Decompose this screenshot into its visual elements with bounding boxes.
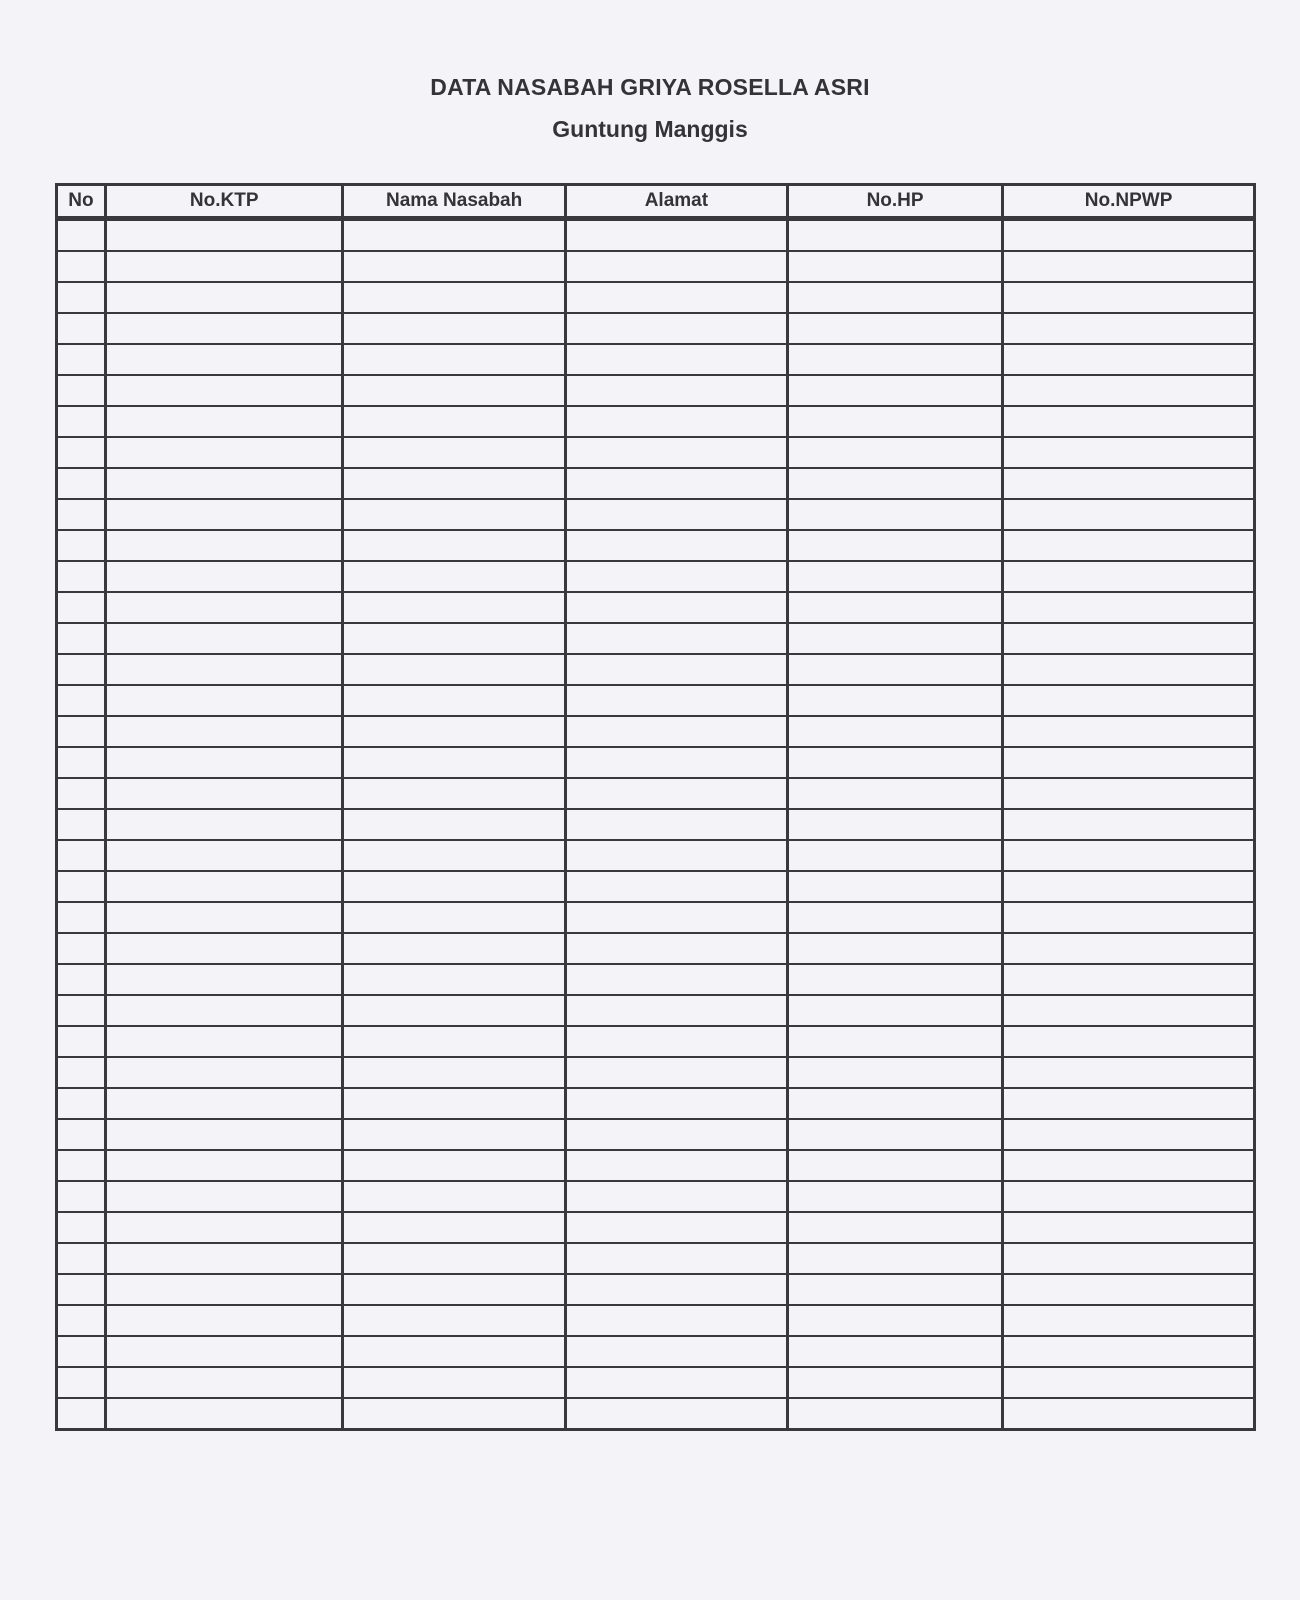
cell-nama-nasabah <box>343 1088 565 1119</box>
cell-alamat <box>565 1336 787 1367</box>
cell-no-hp <box>788 530 1003 561</box>
cell-alamat <box>565 995 787 1026</box>
cell-no-npwp <box>1003 902 1255 933</box>
cell-no-ktp <box>105 592 343 623</box>
cell-alamat <box>565 1119 787 1150</box>
cell-no-hp <box>788 1057 1003 1088</box>
cell-alamat <box>565 1398 787 1430</box>
cell-no-hp <box>788 1305 1003 1336</box>
cell-no <box>57 313 106 344</box>
cell-alamat <box>565 1305 787 1336</box>
cell-alamat <box>565 1367 787 1398</box>
cell-no-npwp <box>1003 1243 1255 1274</box>
cell-no-ktp <box>105 871 343 902</box>
cell-no <box>57 654 106 685</box>
cell-no-npwp <box>1003 1088 1255 1119</box>
cell-alamat <box>565 685 787 716</box>
cell-no-ktp <box>105 561 343 592</box>
table-row <box>57 530 1255 561</box>
cell-no <box>57 871 106 902</box>
table-row <box>57 344 1255 375</box>
cell-no <box>57 1088 106 1119</box>
cell-nama-nasabah <box>343 1367 565 1398</box>
cell-no-npwp <box>1003 995 1255 1026</box>
cell-no-npwp <box>1003 251 1255 282</box>
cell-no-ktp <box>105 1181 343 1212</box>
cell-alamat <box>565 1274 787 1305</box>
cell-no-npwp <box>1003 933 1255 964</box>
cell-alamat <box>565 1181 787 1212</box>
cell-alamat <box>565 251 787 282</box>
cell-alamat <box>565 313 787 344</box>
cell-no-npwp <box>1003 1057 1255 1088</box>
cell-no <box>57 1274 106 1305</box>
cell-no-hp <box>788 592 1003 623</box>
cell-no <box>57 685 106 716</box>
cell-no-npwp <box>1003 964 1255 995</box>
cell-alamat <box>565 716 787 747</box>
cell-nama-nasabah <box>343 1119 565 1150</box>
cell-nama-nasabah <box>343 1274 565 1305</box>
cell-no-hp <box>788 344 1003 375</box>
cell-nama-nasabah <box>343 1181 565 1212</box>
cell-no-npwp <box>1003 685 1255 716</box>
cell-alamat <box>565 654 787 685</box>
table-row <box>57 437 1255 468</box>
cell-no-hp <box>788 1212 1003 1243</box>
cell-no-npwp <box>1003 716 1255 747</box>
table-row <box>57 1088 1255 1119</box>
cell-no-ktp <box>105 406 343 437</box>
cell-no-npwp <box>1003 282 1255 313</box>
cell-no-hp <box>788 871 1003 902</box>
cell-no-ktp <box>105 654 343 685</box>
cell-no-ktp <box>105 499 343 530</box>
cell-nama-nasabah <box>343 530 565 561</box>
cell-no <box>57 437 106 468</box>
cell-no <box>57 778 106 809</box>
cell-nama-nasabah <box>343 685 565 716</box>
cell-no <box>57 809 106 840</box>
cell-no-hp <box>788 1336 1003 1367</box>
cell-no-npwp <box>1003 406 1255 437</box>
cell-no-hp <box>788 1119 1003 1150</box>
cell-no-npwp <box>1003 561 1255 592</box>
header-no: No <box>57 185 106 219</box>
table-row <box>57 1026 1255 1057</box>
cell-nama-nasabah <box>343 964 565 995</box>
cell-no-hp <box>788 561 1003 592</box>
table-row <box>57 251 1255 282</box>
cell-no-npwp <box>1003 592 1255 623</box>
cell-alamat <box>565 747 787 778</box>
table-row <box>57 1336 1255 1367</box>
table-row <box>57 406 1255 437</box>
cell-alamat <box>565 468 787 499</box>
cell-no-hp <box>788 1088 1003 1119</box>
cell-no-ktp <box>105 1026 343 1057</box>
cell-no <box>57 406 106 437</box>
cell-no-npwp <box>1003 1150 1255 1181</box>
table-row <box>57 499 1255 530</box>
cell-no-ktp <box>105 1088 343 1119</box>
cell-no <box>57 995 106 1026</box>
table-row <box>57 809 1255 840</box>
cell-no <box>57 1212 106 1243</box>
cell-no-ktp <box>105 1150 343 1181</box>
cell-no-ktp <box>105 747 343 778</box>
table-row <box>57 1398 1255 1430</box>
table-row <box>57 902 1255 933</box>
cell-no-hp <box>788 282 1003 313</box>
table-row <box>57 1181 1255 1212</box>
cell-alamat <box>565 1150 787 1181</box>
cell-no-npwp <box>1003 654 1255 685</box>
header-alamat: Alamat <box>565 185 787 219</box>
table-body <box>57 219 1255 1430</box>
cell-no-npwp <box>1003 778 1255 809</box>
header-no-ktp: No.KTP <box>105 185 343 219</box>
cell-no-hp <box>788 747 1003 778</box>
table-row <box>57 778 1255 809</box>
cell-no-ktp <box>105 375 343 406</box>
cell-no-hp <box>788 1274 1003 1305</box>
cell-no-npwp <box>1003 219 1255 252</box>
table-row <box>57 933 1255 964</box>
cell-no <box>57 1181 106 1212</box>
cell-no-ktp <box>105 964 343 995</box>
cell-no <box>57 1305 106 1336</box>
cell-no-hp <box>788 251 1003 282</box>
cell-alamat <box>565 437 787 468</box>
cell-nama-nasabah <box>343 251 565 282</box>
cell-nama-nasabah <box>343 902 565 933</box>
cell-no-ktp <box>105 530 343 561</box>
table-row <box>57 592 1255 623</box>
cell-no-hp <box>788 1243 1003 1274</box>
table-row <box>57 995 1255 1026</box>
cell-no <box>57 964 106 995</box>
cell-nama-nasabah <box>343 716 565 747</box>
cell-no-ktp <box>105 1243 343 1274</box>
cell-no <box>57 840 106 871</box>
cell-alamat <box>565 623 787 654</box>
cell-no <box>57 716 106 747</box>
cell-no <box>57 468 106 499</box>
cell-nama-nasabah <box>343 623 565 654</box>
header-no-npwp: No.NPWP <box>1003 185 1255 219</box>
cell-no-hp <box>788 1181 1003 1212</box>
table-row <box>57 1057 1255 1088</box>
cell-nama-nasabah <box>343 1150 565 1181</box>
cell-no <box>57 1398 106 1430</box>
document-title: DATA NASABAH GRIYA ROSELLA ASRI <box>430 74 870 100</box>
cell-no-ktp <box>105 716 343 747</box>
cell-nama-nasabah <box>343 1305 565 1336</box>
cell-no-hp <box>788 1398 1003 1430</box>
table-row <box>57 282 1255 313</box>
cell-no-ktp <box>105 1274 343 1305</box>
cell-no-ktp <box>105 344 343 375</box>
cell-no-npwp <box>1003 499 1255 530</box>
cell-no <box>57 1150 106 1181</box>
cell-alamat <box>565 561 787 592</box>
cell-nama-nasabah <box>343 871 565 902</box>
table-row <box>57 747 1255 778</box>
cell-no <box>57 1057 106 1088</box>
cell-nama-nasabah <box>343 219 565 252</box>
cell-no-ktp <box>105 251 343 282</box>
cell-no-hp <box>788 654 1003 685</box>
cell-no-ktp <box>105 1305 343 1336</box>
table-row <box>57 375 1255 406</box>
cell-nama-nasabah <box>343 747 565 778</box>
cell-no-npwp <box>1003 1305 1255 1336</box>
cell-no-ktp <box>105 685 343 716</box>
cell-no-npwp <box>1003 344 1255 375</box>
cell-no-ktp <box>105 1367 343 1398</box>
cell-no-hp <box>788 623 1003 654</box>
cell-no <box>57 902 106 933</box>
cell-nama-nasabah <box>343 809 565 840</box>
table-row <box>57 964 1255 995</box>
cell-no-hp <box>788 840 1003 871</box>
cell-no-npwp <box>1003 623 1255 654</box>
cell-no-ktp <box>105 778 343 809</box>
cell-no-hp <box>788 468 1003 499</box>
cell-alamat <box>565 840 787 871</box>
cell-no-hp <box>788 809 1003 840</box>
cell-no <box>57 219 106 252</box>
cell-no-ktp <box>105 437 343 468</box>
cell-alamat <box>565 778 787 809</box>
cell-no-hp <box>788 995 1003 1026</box>
cell-nama-nasabah <box>343 995 565 1026</box>
cell-no-npwp <box>1003 1367 1255 1398</box>
cell-no-npwp <box>1003 437 1255 468</box>
cell-no <box>57 747 106 778</box>
cell-no-npwp <box>1003 809 1255 840</box>
cell-no <box>57 499 106 530</box>
cell-no <box>57 933 106 964</box>
table-row <box>57 716 1255 747</box>
cell-no-ktp <box>105 840 343 871</box>
cell-no-ktp <box>105 219 343 252</box>
cell-alamat <box>565 1057 787 1088</box>
cell-alamat <box>565 219 787 252</box>
cell-no-ktp <box>105 313 343 344</box>
cell-nama-nasabah <box>343 437 565 468</box>
cell-no-hp <box>788 375 1003 406</box>
cell-nama-nasabah <box>343 344 565 375</box>
cell-no-npwp <box>1003 840 1255 871</box>
cell-alamat <box>565 375 787 406</box>
table-row <box>57 1119 1255 1150</box>
cell-no <box>57 1243 106 1274</box>
cell-no <box>57 530 106 561</box>
cell-no <box>57 375 106 406</box>
cell-no <box>57 282 106 313</box>
cell-nama-nasabah <box>343 561 565 592</box>
cell-alamat <box>565 933 787 964</box>
cell-no-npwp <box>1003 1212 1255 1243</box>
cell-no-hp <box>788 1150 1003 1181</box>
cell-no-npwp <box>1003 1398 1255 1430</box>
table-row <box>57 1150 1255 1181</box>
cell-alamat <box>565 530 787 561</box>
table-row <box>57 1274 1255 1305</box>
cell-alamat <box>565 902 787 933</box>
cell-no-ktp <box>105 623 343 654</box>
cell-nama-nasabah <box>343 933 565 964</box>
cell-no-npwp <box>1003 1181 1255 1212</box>
cell-nama-nasabah <box>343 1336 565 1367</box>
cell-alamat <box>565 1088 787 1119</box>
cell-nama-nasabah <box>343 654 565 685</box>
document-subtitle: Guntung Manggis <box>552 116 748 142</box>
cell-nama-nasabah <box>343 778 565 809</box>
table-row <box>57 468 1255 499</box>
cell-nama-nasabah <box>343 375 565 406</box>
cell-no-npwp <box>1003 871 1255 902</box>
customer-data-table <box>55 183 1256 1431</box>
cell-no <box>57 1336 106 1367</box>
cell-no-npwp <box>1003 313 1255 344</box>
cell-no-ktp <box>105 1398 343 1430</box>
cell-no-hp <box>788 1367 1003 1398</box>
cell-no-ktp <box>105 809 343 840</box>
cell-no-npwp <box>1003 468 1255 499</box>
cell-nama-nasabah <box>343 840 565 871</box>
table-row <box>57 840 1255 871</box>
table-row <box>57 1305 1255 1336</box>
header-nama-nasabah: Nama Nasabah <box>343 185 565 219</box>
cell-alamat <box>565 282 787 313</box>
table-row <box>57 1367 1255 1398</box>
table-header-row <box>57 185 1255 219</box>
table-row <box>57 1243 1255 1274</box>
cell-nama-nasabah <box>343 1026 565 1057</box>
cell-nama-nasabah <box>343 499 565 530</box>
cell-no-hp <box>788 778 1003 809</box>
cell-alamat <box>565 871 787 902</box>
cell-no-ktp <box>105 1057 343 1088</box>
cell-alamat <box>565 1026 787 1057</box>
cell-nama-nasabah <box>343 1398 565 1430</box>
cell-no-ktp <box>105 1119 343 1150</box>
cell-alamat <box>565 344 787 375</box>
cell-no-ktp <box>105 282 343 313</box>
cell-no-hp <box>788 902 1003 933</box>
cell-no <box>57 1367 106 1398</box>
cell-nama-nasabah <box>343 468 565 499</box>
cell-alamat <box>565 1212 787 1243</box>
cell-alamat <box>565 1243 787 1274</box>
cell-alamat <box>565 499 787 530</box>
cell-nama-nasabah <box>343 592 565 623</box>
cell-no <box>57 623 106 654</box>
cell-no-ktp <box>105 468 343 499</box>
cell-no-npwp <box>1003 1336 1255 1367</box>
table-row <box>57 623 1255 654</box>
cell-no-hp <box>788 313 1003 344</box>
table-row <box>57 561 1255 592</box>
cell-no <box>57 344 106 375</box>
cell-no-hp <box>788 716 1003 747</box>
cell-alamat <box>565 964 787 995</box>
cell-no-ktp <box>105 1336 343 1367</box>
cell-no-hp <box>788 219 1003 252</box>
cell-nama-nasabah <box>343 282 565 313</box>
table-row <box>57 654 1255 685</box>
cell-no-hp <box>788 406 1003 437</box>
table-row <box>57 685 1255 716</box>
cell-no <box>57 251 106 282</box>
cell-no-ktp <box>105 1212 343 1243</box>
cell-no <box>57 1119 106 1150</box>
table-row <box>57 871 1255 902</box>
cell-no-hp <box>788 437 1003 468</box>
cell-no <box>57 1026 106 1057</box>
table-row <box>57 313 1255 344</box>
cell-no-npwp <box>1003 1026 1255 1057</box>
cell-no-ktp <box>105 995 343 1026</box>
cell-no-npwp <box>1003 1274 1255 1305</box>
cell-no-hp <box>788 685 1003 716</box>
cell-nama-nasabah <box>343 1212 565 1243</box>
cell-alamat <box>565 809 787 840</box>
cell-no <box>57 561 106 592</box>
cell-no-hp <box>788 933 1003 964</box>
cell-nama-nasabah <box>343 1243 565 1274</box>
cell-no-ktp <box>105 933 343 964</box>
cell-nama-nasabah <box>343 406 565 437</box>
cell-no <box>57 592 106 623</box>
cell-no-npwp <box>1003 1119 1255 1150</box>
cell-alamat <box>565 406 787 437</box>
cell-no-npwp <box>1003 530 1255 561</box>
table-row <box>57 219 1255 252</box>
cell-no-ktp <box>105 902 343 933</box>
cell-alamat <box>565 592 787 623</box>
cell-nama-nasabah <box>343 1057 565 1088</box>
table-row <box>57 1212 1255 1243</box>
cell-no-hp <box>788 964 1003 995</box>
cell-no-npwp <box>1003 375 1255 406</box>
cell-no-hp <box>788 1026 1003 1057</box>
header-no-hp: No.HP <box>788 185 1003 219</box>
cell-nama-nasabah <box>343 313 565 344</box>
cell-no-npwp <box>1003 747 1255 778</box>
cell-no-hp <box>788 499 1003 530</box>
